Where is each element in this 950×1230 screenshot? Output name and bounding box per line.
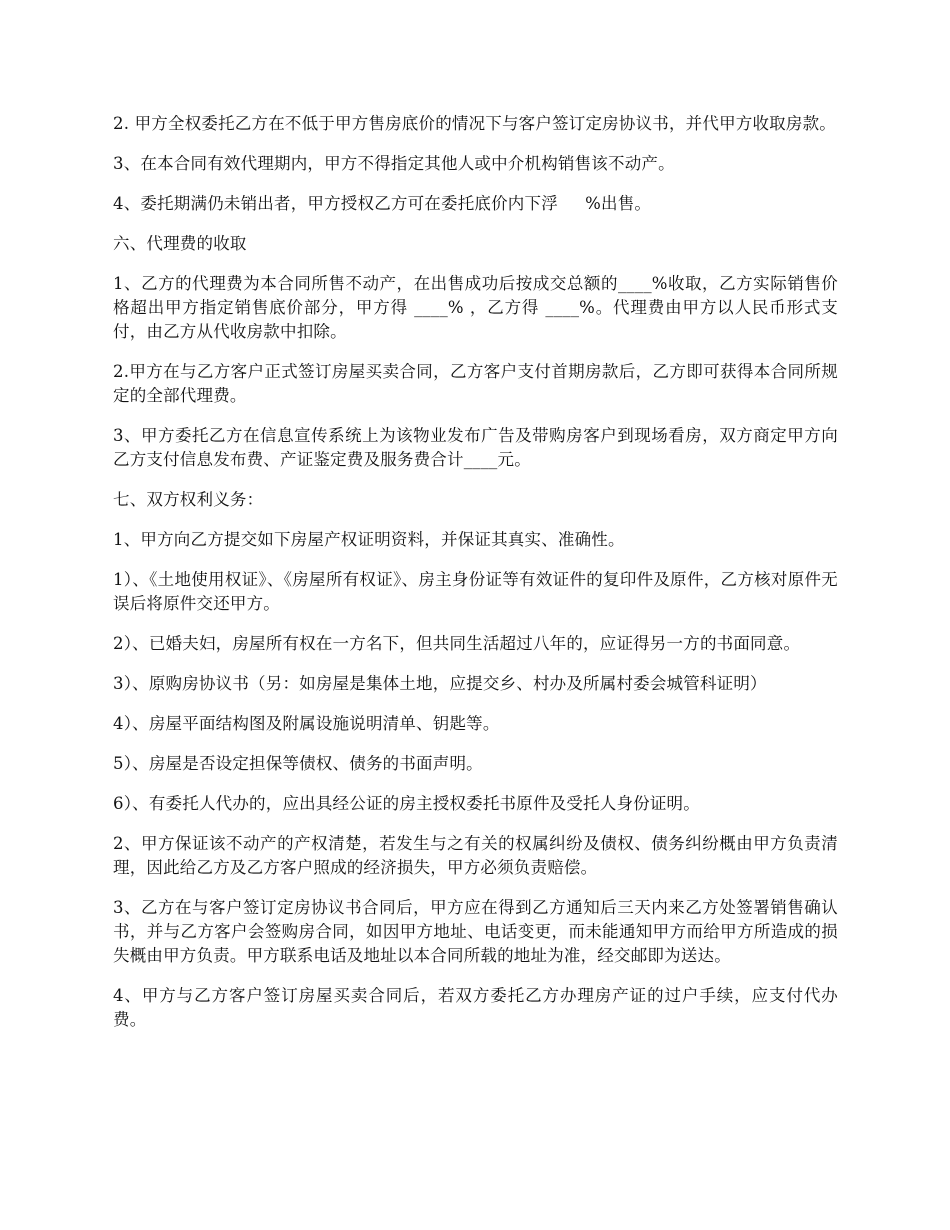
document-item-6: 6）、有委托人代办的，应出具经公证的房主授权委托书原件及受托人身份证明。 xyxy=(113,794,700,813)
fee-clause-3-advertising-fee: 3、甲方委托乙方在信息宣传系统上为该物业发布广告及带购房客户到现场看房，双方商定甲方向乙方支付信息发布费、产证鉴定费及服务费合计____元。 xyxy=(113,426,838,469)
clause-4-price-float: 4、委托期满仍未销出者，甲方授权乙方可在委托底价内下浮 %出售。 xyxy=(113,194,652,213)
fee-clause-2-full-fee: 2.甲方在与乙方客户正式签订房屋买卖合同，乙方客户支付首期房款后，乙方即可获得本合同所规定的全部代理费。 xyxy=(113,362,838,405)
document-item-3: 3）、原购房协议书（另：如房屋是集体土地，应提交乡、村办及所属村委会城管科证明） xyxy=(113,674,767,693)
document-item-5: 5）、房屋是否设定担保等债权、债务的书面声明。 xyxy=(113,754,483,773)
rights-clause-4-transfer-fee: 4、甲方与乙方客户签订房屋买卖合同后，若双方委托乙方办理房产证的过户手续，应支付代办费。 xyxy=(113,986,838,1029)
rights-clause-3-sales-confirmation: 3、乙方在与客户签订定房协议书合同后，甲方应在得到乙方通知后三天内来乙方处签署销售确认书，并与乙方客户会签购房合同，如因甲方地址、电话变更，而未能通知甲方而给甲方所造成的损失概由甲方负责。甲方联系电话及地址以本合同所载的地址为准，经交邮即为送达。 xyxy=(113,898,838,965)
section-heading-rights-obligations: 七、双方权利义务： xyxy=(113,490,264,509)
document-item-1: 1）、《土地使用权证》、《房屋所有权证》、房主身份证等有效证件的复印件及原件，乙方核对原件无误后将原件交还甲方。 xyxy=(113,570,838,613)
clause-2-full-authorization: 2. 甲方全权委托乙方在不低于甲方售房底价的情况下与客户签订定房协议书，并代甲方收取房款。 xyxy=(113,114,836,133)
rights-clause-2-title-guarantee: 2、甲方保证该不动产的产权清楚，若发生与之有关的权属纠纷及债权、债务纠纷概由甲方负责清理，因此给乙方及乙方客户照成的经济损失，甲方必须负责赔偿。 xyxy=(113,834,838,877)
document-item-4: 4）、房屋平面结构图及附属设施说明清单、钥匙等。 xyxy=(113,714,500,733)
rights-clause-1-documents: 1、甲方向乙方提交如下房屋产权证明资料，并保证其真实、准确性。 xyxy=(113,530,625,549)
section-heading-agency-fee: 六、代理费的收取 xyxy=(113,234,247,253)
clause-3-exclusive-agency: 3、在本合同有效代理期内，甲方不得指定其他人或中介机构销售该不动产。 xyxy=(113,154,675,173)
fee-clause-1-commission: 1、乙方的代理费为本合同所售不动产，在出售成功后按成交总额的____%收取，乙方实际销售价格超出甲方指定销售底价部分，甲方得 ____% ，乙方得 ____%。代理费由甲方以人民币形式支付，由乙方从代收房款中扣除。 xyxy=(113,274,838,341)
document-item-2: 2）、已婚夫妇，房屋所有权在一方名下，但共同生活超过八年的，应证得另一方的书面同意。 xyxy=(113,634,801,653)
